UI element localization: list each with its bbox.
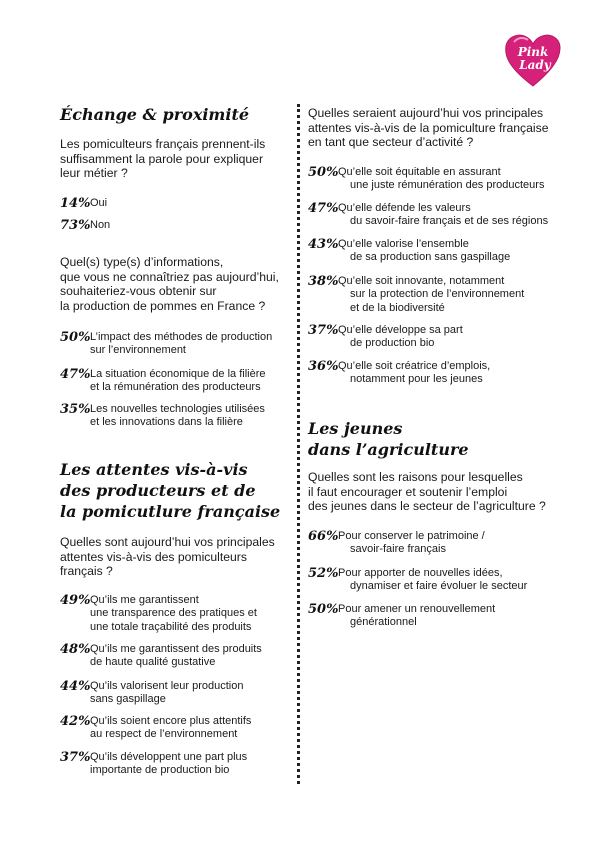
answer-percent: 50% [308, 165, 339, 180]
question-attentes-pomiculteurs [60, 535, 275, 579]
answer-text: Qu’ils me garantissent une transparence des pratiques et une totale traçabilité des produits [90, 594, 257, 633]
answer-item [60, 594, 257, 634]
section-heading-jeunes [308, 418, 469, 460]
answer-percent: 37% [60, 750, 91, 765]
question-line: attentes vis-à-vis de la pomiculture française [308, 120, 549, 135]
question-line: attentes vis-à-vis des pomiculteurs [60, 549, 247, 564]
answer-text: Qu’elle soit créatrice d’emplois, notamment pour les jeunes [338, 360, 491, 386]
answer-text: Qu’ils valorisent leur production sans gaspillage [90, 680, 244, 706]
answer-percent: 52% [308, 566, 339, 581]
answer-item [60, 219, 110, 233]
answer-item [60, 643, 262, 670]
answer-item [308, 530, 485, 557]
heading-line: Les attentes vis-à-vis [60, 460, 248, 479]
answer-item [308, 202, 548, 229]
answer-text: Qu’ils soient encore plus attentifs au respect de l’environnement [90, 715, 252, 741]
answer-item [308, 324, 463, 351]
answer-percent: 38% [308, 274, 339, 289]
question-parole [60, 137, 265, 181]
question-line: Quelles sont les raisons pour lesquelles [308, 470, 523, 484]
question-line: Les pomiculteurs français prennent-ils [60, 137, 266, 151]
answer-item [308, 360, 490, 387]
answer-text: Qu’elle valorise l’ensemble de sa production sans gaspillage [338, 238, 511, 264]
question-jeunes-emploi [308, 470, 546, 514]
answer-percent: 43% [308, 237, 339, 252]
answer-percent: 36% [308, 359, 339, 374]
answer-item [308, 603, 495, 630]
answer-text: Pour amener un renouvellement générationnel [338, 603, 496, 629]
answer-text: Qu’ils développent une part plus importante de production bio [90, 751, 248, 777]
answer-item [308, 238, 510, 265]
answer-percent: 42% [60, 714, 91, 729]
answer-percent: 50% [308, 602, 339, 617]
answer-item [60, 331, 272, 358]
heading-line: Les jeunes [308, 419, 403, 438]
answer-item [60, 715, 251, 742]
answer-percent: 44% [60, 679, 91, 694]
section-heading-attentes [60, 459, 280, 522]
answer-text: Qu’elle soit innovante, notamment sur la protection de l’environnement et de la biodiversité [338, 275, 525, 314]
answer-percent: 48% [60, 642, 91, 657]
answer-item [60, 403, 265, 430]
answer-text: Qu’elle développe sa part de production bio [338, 324, 463, 350]
answer-percent: 14% [60, 196, 91, 211]
question-attentes-pomiculture [308, 106, 548, 150]
answer-text: La situation économique de la filière et la rémunération des producteurs [90, 368, 266, 394]
question-line: en tant que secteur d’activité ? [308, 135, 474, 150]
answer-text: Qu’elle soit équitable en assurant une juste rémunération des producteurs [338, 166, 545, 192]
answer-text: Pour apporter de nouvelles idées, dynamiser et faire évoluer le secteur [338, 567, 528, 593]
logo-text-line1: Pink [517, 45, 549, 59]
question-informations [60, 255, 279, 313]
question-line: Quelles seraient aujourd’hui vos principales [308, 106, 544, 120]
question-line: français ? [60, 564, 113, 579]
answer-item [60, 680, 243, 707]
answer-text: Non [90, 219, 111, 231]
question-line: que vous ne connaîtriez pas aujourd’hui, [60, 269, 279, 284]
question-line: Quelles sont aujourd’hui vos principales [60, 535, 275, 549]
heading-line: dans l’agriculture [308, 440, 469, 459]
answer-item [60, 751, 247, 778]
question-line: souhaiteriez-vous obtenir sur [60, 284, 217, 299]
heading-line: des producteurs et de [60, 481, 256, 500]
answer-item [60, 368, 266, 395]
pink-lady-logo [502, 30, 564, 88]
answer-text: L’impact des méthodes de production sur l’environnement [90, 331, 273, 357]
heading-line: la pomicutlure française [60, 502, 281, 521]
answer-percent: 37% [308, 323, 339, 338]
answer-item [60, 197, 107, 211]
answer-text: Oui [90, 197, 108, 209]
answer-item [308, 166, 544, 193]
answer-text: Qu’elle défende les valeurs du savoir-faire français et de ses régions [338, 202, 549, 228]
question-line: la production de pommes en France ? [60, 298, 266, 313]
question-line: suffisamment la parole pour expliquer [60, 151, 264, 166]
question-line: il faut encourager et soutenir l’emploi [308, 484, 508, 499]
answer-percent: 73% [60, 218, 91, 233]
answer-text: Les nouvelles technologies utilisées et les innovations dans la filière [90, 403, 265, 429]
answer-item [308, 275, 524, 315]
column-divider [297, 104, 300, 784]
answer-percent: 35% [60, 402, 91, 417]
answer-percent: 47% [60, 367, 91, 382]
answer-percent: 49% [60, 593, 91, 608]
question-line: des jeunes dans le secteur de l’agriculture ? [308, 499, 546, 514]
answer-text: Qu’ils me garantissent des produits de haute qualité gustative [90, 643, 262, 669]
answer-percent: 66% [308, 529, 339, 544]
logo-text-line2: Lady [519, 58, 551, 72]
answer-text: Pour conserver le patrimoine / savoir-faire français [338, 530, 485, 556]
question-line: leur métier ? [60, 166, 128, 181]
answer-percent: 50% [60, 330, 91, 345]
section-heading-echange: Échange & proximité [60, 105, 250, 124]
answer-percent: 47% [308, 201, 339, 216]
answer-item [308, 567, 527, 594]
question-line: Quel(s) type(s) d’informations, [60, 255, 224, 269]
